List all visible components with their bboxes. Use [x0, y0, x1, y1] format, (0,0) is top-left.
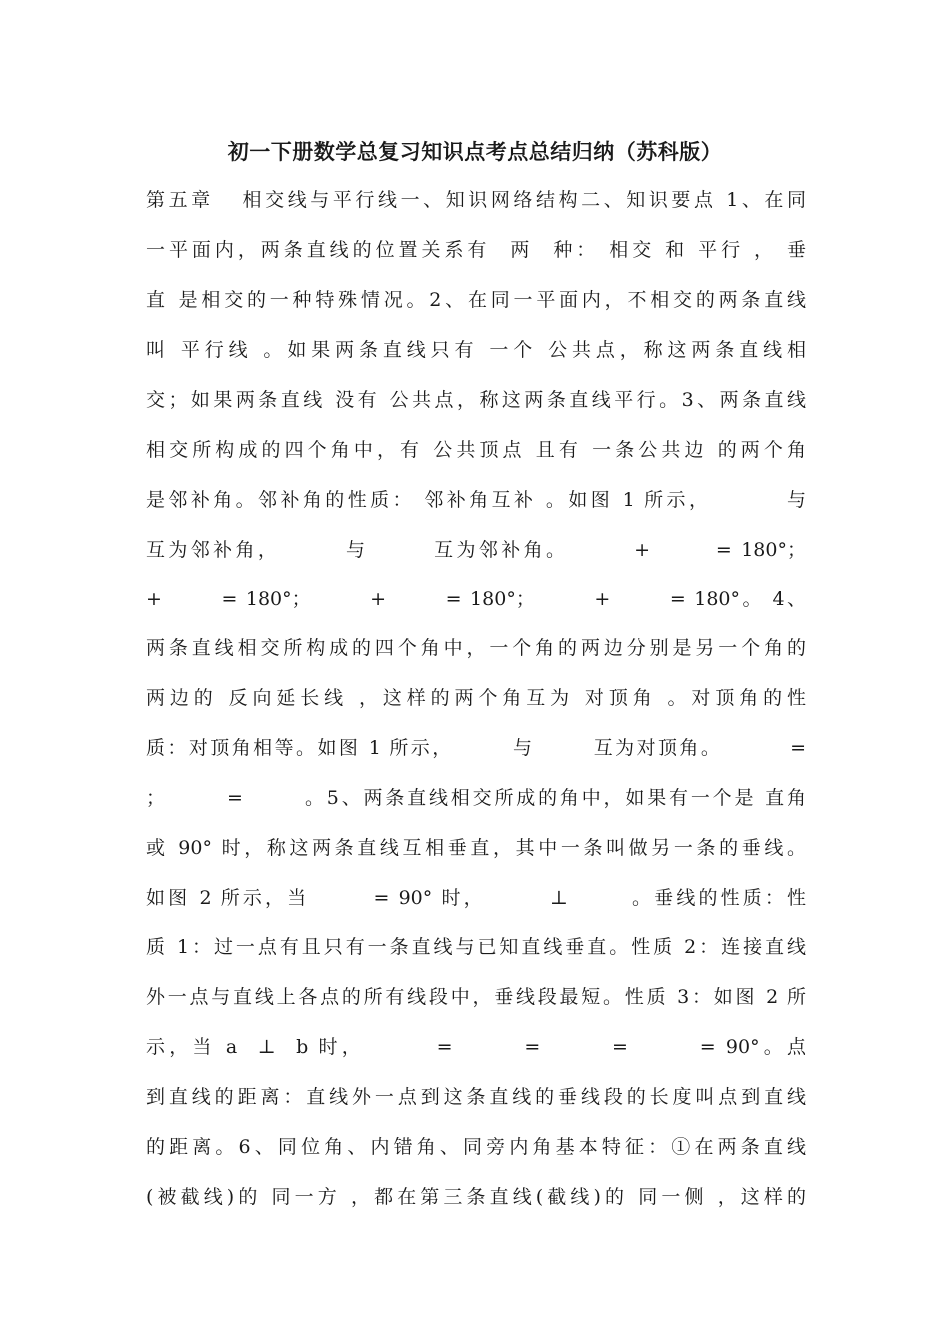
body-line-12: 质：对顶角相等。如图 1 所示， 与 互为对顶角。 =	[146, 737, 806, 759]
body-line-5: 交；如果两条直线 没有 公共点，称这两条直线平行。3、两条直线	[146, 389, 806, 411]
body-line-11: 两边的 反向延长线 ，这样的两个角互为 对顶角 。对顶角的性	[146, 687, 806, 709]
body-line-1: 第五章 相交线与平行线一、知识网络结构二、知识要点 1、在同	[146, 189, 806, 211]
body-line-9: + = 180°； + = 180°； + = 180°。 4、	[146, 588, 806, 610]
body-line-18: 示，当 a ⊥ b 时， = = = = 90°。点	[146, 1036, 806, 1058]
body-line-10: 两条直线相交所构成的四个角中，一个角的两边分别是另一个角的	[146, 637, 806, 659]
body-line-14: 或 90° 时，称这两条直线互相垂直，其中一条叫做另一条的垂线。	[146, 837, 806, 859]
body-line-16: 质 1：过一点有且只有一条直线与已知直线垂直。性质 2：连接直线	[146, 936, 806, 958]
body-line-7: 是邻补角。邻补角的性质： 邻补角互补 。如图 1 所示， 与	[146, 489, 806, 511]
body-line-20: 的距离。6、同位角、内错角、同旁内角基本特征：①在两条直线	[146, 1136, 806, 1158]
body-line-17: 外一点与直线上各点的所有线段中，垂线段最短。性质 3：如图 2 所	[146, 986, 806, 1008]
body-line-15: 如图 2 所示，当 = 90° 时， ⊥ 。垂线的性质：性	[146, 887, 806, 909]
body-line-2: 一平面内，两条直线的位置关系有 两 种： 相交 和 平行 ， 垂	[146, 239, 806, 261]
document-title: 初一下册数学总复习知识点考点总结归纳（苏科版）	[227, 140, 723, 164]
body-line-13: ； = 。5、两条直线相交所成的角中，如果有一个是 直角	[146, 787, 806, 809]
body-line-4: 叫 平行线 。如果两条直线只有 一个 公共点，称这两条直线相	[146, 339, 806, 361]
body-line-3: 直 是相交的一种特殊情况。2、在同一平面内，不相交的两条直线	[146, 289, 806, 311]
body-line-6: 相交所构成的四个角中，有 公共顶点 且有 一条公共边 的两个角	[146, 439, 806, 461]
body-line-19: 到直线的距离：直线外一点到这条直线的垂线段的长度叫点到直线	[146, 1086, 806, 1108]
body-line-21: (被截线)的 同一方 ，都在第三条直线(截线)的 同一侧 ，这样的	[146, 1186, 806, 1208]
body-line-8: 互为邻补角， 与 互为邻补角。 + = 180°；	[146, 539, 806, 561]
